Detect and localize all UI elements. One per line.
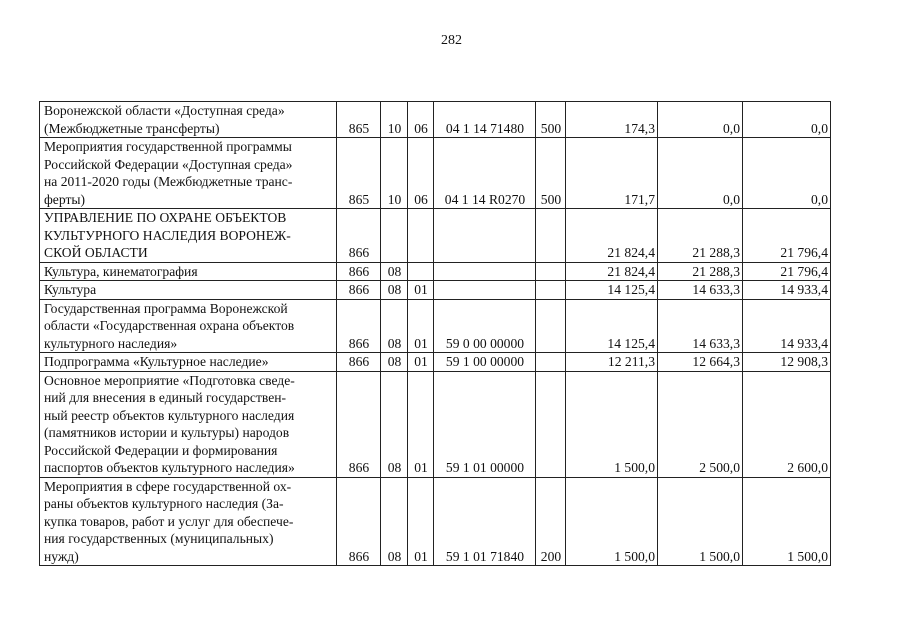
amount-year2-cell: 14 633,3	[658, 299, 743, 353]
subsection-code-cell: 06	[408, 138, 434, 209]
item-name-cell	[40, 477, 337, 566]
section-code-cell: 10	[381, 138, 408, 209]
amount-year2-cell: 21 288,3	[658, 209, 743, 263]
expense-type-cell	[536, 371, 566, 477]
item-name-line: ний для внесения в единый государствен-	[44, 390, 287, 405]
item-name-line: паспортов объектов культурного наследия»	[44, 460, 295, 475]
amount-year1-cell: 171,7	[566, 138, 658, 209]
item-name-line: ния государственных (муниципальных)	[44, 531, 274, 546]
target-article-cell: 04 1 14 R0270	[434, 138, 536, 209]
subsection-code-cell: 01	[408, 477, 434, 566]
item-name-line: УПРАВЛЕНИЕ ПО ОХРАНЕ ОБЪЕКТОВ	[44, 210, 287, 225]
grbs-code-cell: 866	[337, 371, 381, 477]
amount-year3-cell: 14 933,4	[743, 281, 831, 300]
item-name-line: СКОЙ ОБЛАСТИ	[44, 245, 148, 260]
subsection-code-cell: 01	[408, 299, 434, 353]
item-name-line: Российской Федерации и формирования	[44, 442, 278, 458]
expense-type-cell: 200	[536, 477, 566, 566]
amount-year3-cell: 0,0	[743, 102, 831, 138]
expense-type-cell	[536, 353, 566, 372]
item-name-line: Мероприятия государственной программы	[44, 139, 292, 154]
target-article-cell: 59 0 00 00000	[434, 299, 536, 353]
grbs-code-cell: 865	[337, 138, 381, 209]
table-row	[40, 371, 831, 477]
table-row	[40, 209, 831, 263]
item-name-cell	[40, 102, 337, 138]
section-code-cell: 08	[381, 281, 408, 300]
table-row	[40, 262, 831, 281]
section-code-cell: 10	[381, 102, 408, 138]
target-article-cell: 59 1 01 00000	[434, 371, 536, 477]
section-code-cell: 08	[381, 353, 408, 372]
expense-type-cell	[536, 262, 566, 281]
table-row	[40, 138, 831, 209]
amount-year2-cell: 0,0	[658, 102, 743, 138]
amount-year3-cell: 0,0	[743, 138, 831, 209]
item-name-cell	[40, 138, 337, 209]
item-name-line: нужд)	[44, 548, 79, 564]
expense-type-cell: 500	[536, 102, 566, 138]
item-name-cell	[40, 281, 337, 300]
subsection-code-cell	[408, 209, 434, 263]
amount-year1-cell: 14 125,4	[566, 299, 658, 353]
expense-type-cell	[536, 299, 566, 353]
amount-year2-cell: 1 500,0	[658, 477, 743, 566]
table-row	[40, 102, 831, 138]
amount-year1-cell: 1 500,0	[566, 371, 658, 477]
amount-year2-cell: 21 288,3	[658, 262, 743, 281]
grbs-code-cell: 866	[337, 209, 381, 263]
table-row	[40, 353, 831, 372]
subsection-code-cell: 06	[408, 102, 434, 138]
amount-year2-cell: 2 500,0	[658, 371, 743, 477]
budget-table-body	[40, 102, 831, 566]
amount-year2-cell: 0,0	[658, 138, 743, 209]
item-name-line: КУЛЬТУРНОГО НАСЛЕДИЯ ВОРОНЕЖ-	[44, 227, 291, 243]
item-name-cell	[40, 209, 337, 263]
section-code-cell: 08	[381, 477, 408, 566]
table-row	[40, 299, 831, 353]
item-name-cell	[40, 353, 337, 372]
item-name-line: ферты)	[44, 191, 86, 207]
table-row	[40, 281, 831, 300]
amount-year1-cell: 21 824,4	[566, 209, 658, 263]
expense-type-cell	[536, 281, 566, 300]
item-name-line: Мероприятия в сфере государственной ох-	[44, 478, 292, 494]
item-name-line: на 2011-2020 годы (Межбюджетные транс-	[44, 174, 293, 189]
amount-year3-cell: 1 500,0	[743, 477, 831, 566]
item-name-line: Основное мероприятие «Подготовка сведе-	[44, 372, 295, 388]
item-name-line: культурного наследия»	[44, 335, 178, 351]
amount-year2-cell: 14 633,3	[658, 281, 743, 300]
item-name-cell	[40, 262, 337, 281]
target-article-cell	[434, 262, 536, 281]
target-article-cell: 59 1 01 71840	[434, 477, 536, 566]
target-article-cell: 59 1 00 00000	[434, 353, 536, 372]
item-name-line: Российской Федерации «Доступная среда»	[44, 156, 293, 172]
section-code-cell: 08	[381, 299, 408, 353]
amount-year3-cell: 21 796,4	[743, 262, 831, 281]
grbs-code-cell: 866	[337, 281, 381, 300]
item-name-cell	[40, 371, 337, 477]
item-name-line: области «Государственная охрана объектов	[44, 318, 295, 333]
amount-year1-cell: 21 824,4	[566, 262, 658, 281]
section-code-cell	[381, 209, 408, 263]
target-article-cell	[434, 281, 536, 300]
amount-year3-cell: 14 933,4	[743, 299, 831, 353]
subsection-code-cell: 01	[408, 281, 434, 300]
target-article-cell	[434, 209, 536, 263]
amount-year3-cell: 12 908,3	[743, 353, 831, 372]
amount-year3-cell: 2 600,0	[743, 371, 831, 477]
amount-year1-cell: 12 211,3	[566, 353, 658, 372]
subsection-code-cell	[408, 262, 434, 281]
subsection-code-cell: 01	[408, 353, 434, 372]
table-row	[40, 477, 831, 566]
grbs-code-cell: 866	[337, 262, 381, 281]
grbs-code-cell: 866	[337, 353, 381, 372]
grbs-code-cell: 866	[337, 477, 381, 566]
amount-year2-cell: 12 664,3	[658, 353, 743, 372]
item-name-line: купка товаров, работ и услуг для обеспече-	[44, 513, 294, 529]
section-code-cell: 08	[381, 371, 408, 477]
item-name-line: (Межбюджетные трансферты)	[44, 120, 220, 136]
amount-year3-cell: 21 796,4	[743, 209, 831, 263]
amount-year1-cell: 14 125,4	[566, 281, 658, 300]
amount-year1-cell: 174,3	[566, 102, 658, 138]
budget-table	[39, 101, 831, 566]
item-name-cell	[40, 299, 337, 353]
item-name-line: Культура	[44, 282, 97, 297]
item-name-line: (памятников истории и культуры) народов	[44, 425, 290, 440]
grbs-code-cell: 866	[337, 299, 381, 353]
item-name-line: Культура, кинематография	[44, 263, 198, 279]
target-article-cell: 04 1 14 71480	[434, 102, 536, 138]
item-name-line: раны объектов культурного наследия (За-	[44, 496, 284, 511]
expense-type-cell	[536, 209, 566, 263]
item-name-line: Воронежской области «Доступная среда»	[44, 103, 285, 118]
subsection-code-cell: 01	[408, 371, 434, 477]
section-code-cell: 08	[381, 262, 408, 281]
grbs-code-cell: 865	[337, 102, 381, 138]
amount-year1-cell: 1 500,0	[566, 477, 658, 566]
item-name-line: Государственная программа Воронежской	[44, 300, 288, 316]
item-name-line: Подпрограмма «Культурное наследие»	[44, 354, 269, 369]
item-name-line: ный реестр объектов культурного наследия	[44, 407, 295, 423]
page-number: 282	[441, 33, 462, 48]
expense-type-cell: 500	[536, 138, 566, 209]
